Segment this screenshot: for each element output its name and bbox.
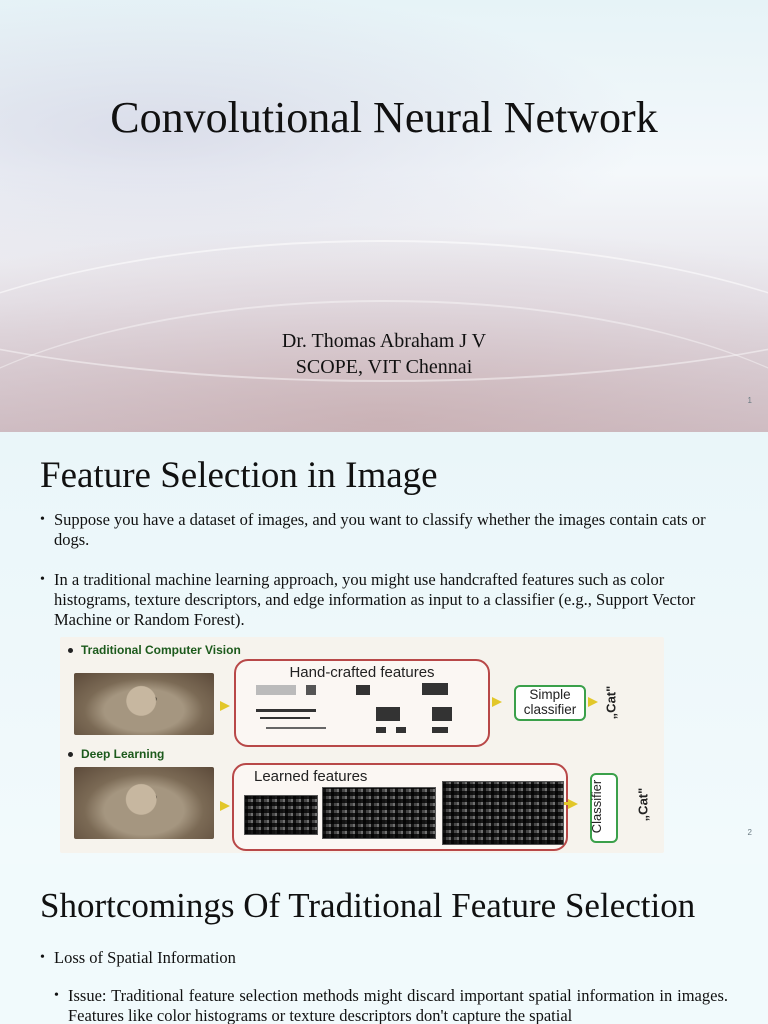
feature-map (322, 787, 436, 839)
output-label: „Cat" (635, 787, 651, 822)
slide-title: Shortcomings Of Traditional Feature Selection (40, 886, 696, 925)
bullet-item: • Suppose you have a dataset of images, and you want to classify whether the images contain cats or dogs. (40, 510, 720, 550)
slide-2 (0, 432, 768, 864)
classifier-label: Classifier (589, 779, 605, 834)
arrow-icon (568, 799, 578, 809)
simple-classifier-box: Simple classifier (514, 685, 586, 721)
cat-image (74, 673, 214, 735)
arrow-icon (220, 801, 230, 811)
slide-3 (0, 864, 768, 1024)
feature-map (442, 781, 564, 845)
bullet-item: • Loss of Spatial Information (40, 948, 730, 968)
section-label-deep-learning: Deep Learning (68, 747, 164, 761)
classifier-box (590, 773, 618, 843)
bullet-list (40, 948, 730, 988)
author-name: Dr. Thomas Abraham J V (281, 330, 487, 352)
slide-title: Feature Selection in Image (40, 455, 438, 496)
bullet-item: • In a traditional machine learning approach, you might use handcrafted features such as color histograms, texture descriptors, and edge information as input to a classifier (e.g., Support Vector Machine or Random Forest). (40, 570, 720, 630)
arrow-icon (588, 697, 598, 707)
slide-title: Convolutional Neural Network (110, 93, 658, 142)
arrow-icon (492, 697, 502, 707)
section-label-traditional: Traditional Computer Vision (68, 643, 241, 657)
slide-subtitle (0, 328, 768, 380)
bullet-list (40, 510, 720, 650)
box-title: Hand-crafted features (289, 664, 435, 681)
output-label: „Cat" (603, 685, 619, 720)
feature-map (244, 795, 318, 835)
affiliation: SCOPE, VIT Chennai (295, 356, 473, 378)
page-number: 2 (747, 828, 752, 837)
slide-1 (0, 0, 768, 432)
box-title: Learned features (254, 768, 368, 785)
sub-bullet-list (54, 986, 728, 1024)
handcrafted-features-box (234, 659, 490, 747)
cat-image (74, 767, 214, 839)
arrow-icon (220, 701, 230, 711)
sub-bullet-item: • Issue: Traditional feature selection methods might discard important spatial information in images. Features like color histograms or texture descriptors don't capture the spatial (54, 986, 728, 1024)
comparison-figure (60, 637, 664, 853)
page-number: 1 (747, 396, 752, 405)
